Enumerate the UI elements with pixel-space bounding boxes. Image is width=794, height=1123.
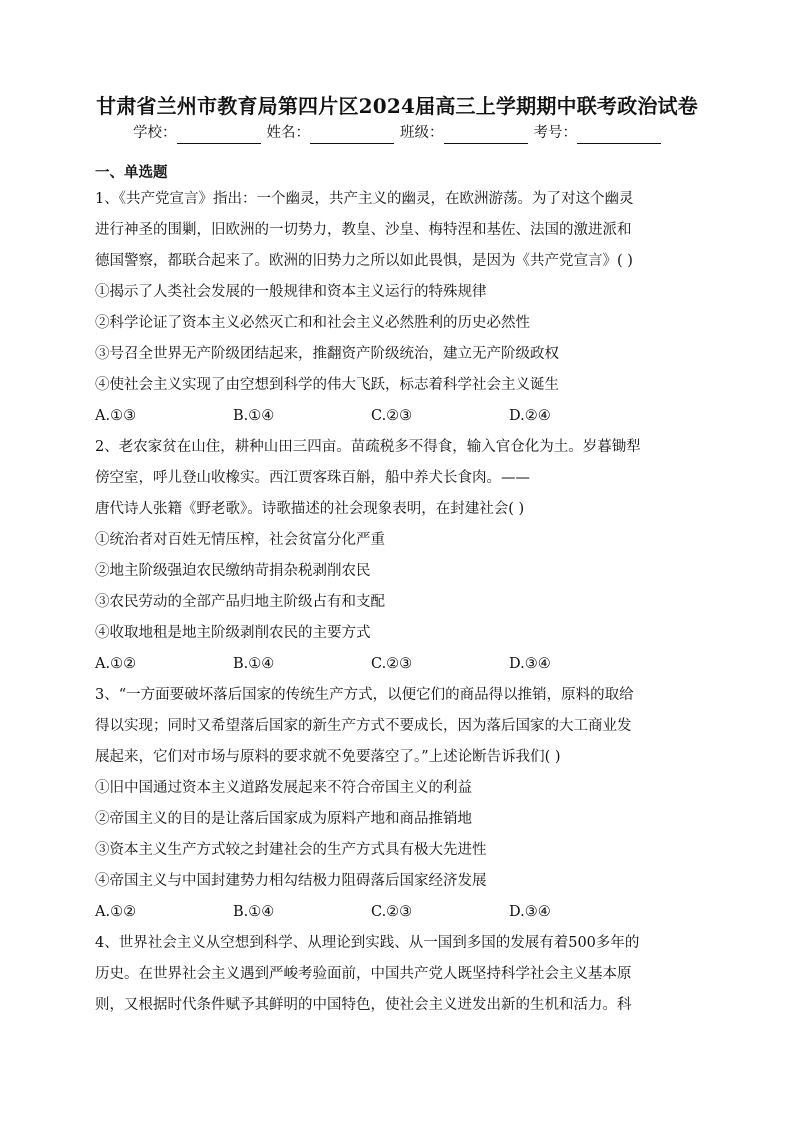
class-label: 班级： [400, 125, 444, 141]
question-3-line-2: 得以实现；同时又希望落后国家的新生产方式不要成长，因为落后国家的大工商业发 [95, 718, 632, 734]
question-1-statement-2: ②科学论证了资本主义必然灭亡和和社会主义必然胜利的历史必然性 [95, 315, 530, 331]
question-1-choice-a[interactable]: A.①③ [95, 408, 137, 424]
question-1-statement-1: ①揭示了人类社会发展的一般规律和资本主义运行的特殊规律 [95, 284, 487, 300]
exam-title: 甘肃省兰州市教育局第四片区2024届高三上学期期中联考政治试卷 [96, 94, 698, 118]
question-2-statement-1: ①统治者对百姓无情压榨，社会贫富分化严重 [95, 532, 385, 548]
question-2-choice-a[interactable]: A.①② [95, 656, 137, 672]
question-1-choice-b[interactable]: B.①④ [233, 408, 275, 424]
question-2-line-1: 2、老农家贫在山住，耕种山田三四亩。苗疏税多不得食，输入官仓化为土。岁暮锄犁 [95, 439, 641, 455]
question-3-statement-1: ①旧中国通过资本主义道路发展起来不符合帝国主义的利益 [95, 780, 472, 796]
question-3-choice-c[interactable]: C.②③ [371, 904, 413, 920]
class-blank[interactable] [444, 129, 528, 144]
question-2-statement-4: ④收取地租是地主阶级剥削农民的主要方式 [95, 625, 371, 641]
school-label: 学校： [133, 125, 177, 141]
student-info-row [95, 122, 699, 144]
question-1-choices [95, 401, 699, 432]
question-3-statement-4: ④帝国主义与中国封建势力相勾结极力阻碍落后国家经济发展 [95, 873, 487, 889]
exam-number-label: 考号： [533, 125, 577, 141]
question-2-line-3: 唐代诗人张籍《野老歌》。诗歌描述的社会现象表明，在封建社会( ) [95, 501, 525, 517]
section-title: 一、单选题 [95, 164, 168, 181]
question-2-choice-d[interactable]: D.③④ [509, 656, 551, 672]
name-label: 姓名： [266, 125, 310, 141]
question-2-statement-3: ③农民劳动的全部产品归地主阶级占有和支配 [95, 594, 385, 610]
question-2-choice-c[interactable]: C.②③ [371, 656, 413, 672]
question-1-choice-d[interactable]: D.②④ [509, 408, 551, 424]
question-3-line-3: 展起来，它们对市场与原料的要求就不免要落空了。”上述论断告诉我们( ) [95, 749, 561, 765]
school-blank[interactable] [177, 129, 261, 144]
question-3 [95, 680, 699, 928]
question-3-statement-3: ③资本主义生产方式较之封建社会的生产方式具有极大先进性 [95, 842, 487, 858]
question-1-statement-4: ④使社会主义实现了由空想到科学的伟大飞跃，标志着科学社会主义诞生 [95, 377, 559, 393]
question-1 [95, 184, 699, 432]
question-3-choice-a[interactable]: A.①② [95, 904, 137, 920]
question-3-choice-b[interactable]: B.①④ [233, 904, 275, 920]
question-3-choices [95, 897, 699, 928]
exam-number-blank[interactable] [577, 129, 661, 144]
question-2-statement-2: ②地主阶级强迫农民缴纳苛捐杂税剥削农民 [95, 563, 371, 579]
question-1-statement-3: ③号召全世界无产阶级团结起来，推翻资产阶级统治，建立无产阶级政权 [95, 346, 559, 362]
question-4-line-2: 历史。在世界社会主义遇到严峻考验面前，中国共产党人既坚持科学社会主义基本原 [95, 966, 632, 982]
question-1-line-1: 1、《共产党宣言》指出：一个幽灵，共产主义的幽灵，在欧洲游荡。为了对这个幽灵 [95, 191, 634, 207]
name-blank[interactable] [310, 129, 394, 144]
question-2-choices [95, 649, 699, 680]
question-4-line-3: 则，又根据时代条件赋予其鲜明的中国特色，使社会主义迸发出新的生机和活力。科 [95, 997, 632, 1013]
question-2 [95, 432, 699, 680]
question-4-line-1: 4、世界社会主义从空想到科学、从理论到实践、从一国到多国的发展有着500多年的 [95, 935, 640, 951]
question-3-choice-d[interactable]: D.③④ [509, 904, 551, 920]
question-3-line-1: 3、“一方面要破坏落后国家的传统生产方式，以便它们的商品得以推销，原料的取给 [95, 687, 634, 703]
question-3-statement-2: ②帝国主义的目的是让落后国家成为原料产地和商品推销地 [95, 811, 472, 827]
question-2-line-2: 傍空室，呼儿登山收橡实。西江贾客珠百斛，船中养犬长食肉。—— [95, 470, 530, 486]
question-4 [95, 928, 699, 1021]
question-1-choice-c[interactable]: C.②③ [371, 408, 413, 424]
question-1-line-3: 德国警察，都联合起来了。欧洲的旧势力之所以如此畏惧，是因为《共产党宣言》( ) [95, 253, 633, 269]
question-1-line-2: 进行神圣的围剿，旧欧洲的一切势力，教皇、沙皇、梅特涅和基佐、法国的激进派和 [95, 222, 632, 238]
question-2-choice-b[interactable]: B.①④ [233, 656, 275, 672]
